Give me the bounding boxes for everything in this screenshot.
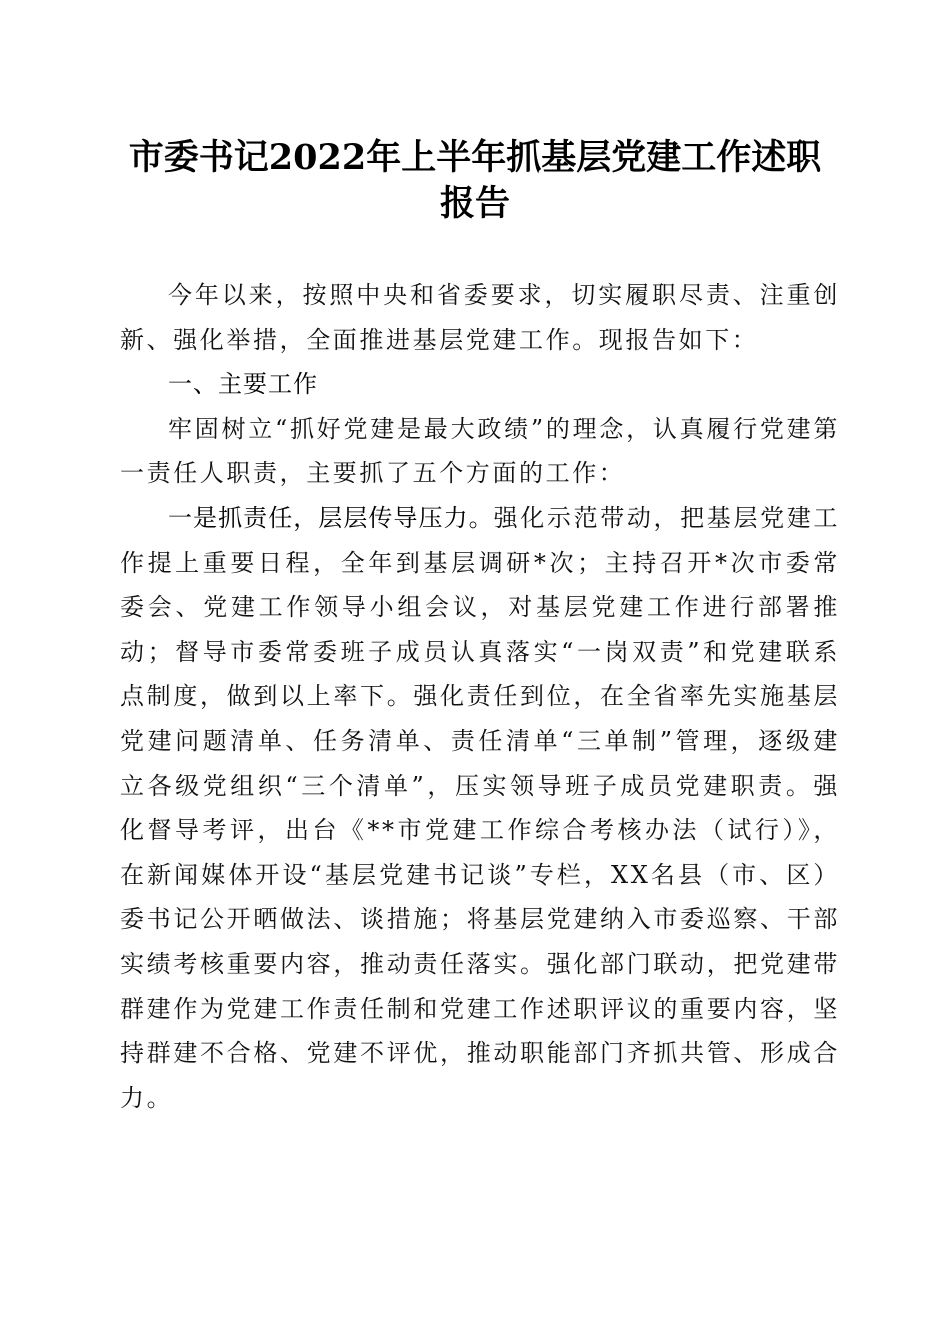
item-1-lead: 一是抓责任，层层传导压力。 xyxy=(168,503,494,532)
item-1-paragraph xyxy=(120,496,840,1120)
section-heading-main-work: 一、主要工作 xyxy=(168,370,318,399)
intro-paragraph: 今年以来，按照中央和省委要求，切实履职尽责、注重创新、强化举措，全面推进基层党建工作。现报告如下： xyxy=(120,281,840,354)
document-body xyxy=(120,273,840,1120)
item-1-body: 强化示范带动，把基层党建工作提上重要日程，全年到基层调研*次；主持召开*次市委常委会、党建工作领导小组会议，对基层党建工作进行部署推动；督导市委常委班子成员认真落实“一岗双责”和党建联系点制度，做到以上率下。强化责任到位，在全省率先实施基层党建问题清单、任务清单、责任清单“三单制”管理，逐级建立各级党组织“三个清单”，压实领导班子成员党建职责。强化督导考评，出台《**市党建工作综合考核办法（试行）》，在新闻媒体开设“基层党建书记谈”专栏，XX名县（市、区）委书记公开晒做法、谈措施；将基层党建纳入市委巡察、干部实绩考核重要内容，推动责任落实。强化部门联动，把党建带群建作为党建工作责任制和党建工作述职评议的重要内容，坚持群建不合格、党建不评优，推动职能部门齐抓共管、形成合力。 xyxy=(120,503,840,1112)
title-line-2: 报告 xyxy=(439,183,510,224)
section-overview-paragraph: 牢固树立“抓好党建是最大政绩”的理念，认真履行党建第一责任人职责，主要抓了五个方面的工作： xyxy=(120,414,840,488)
title-line-1: 市委书记2022年上半年抓基层党建工作述职 xyxy=(128,137,822,178)
document-title xyxy=(100,135,850,227)
